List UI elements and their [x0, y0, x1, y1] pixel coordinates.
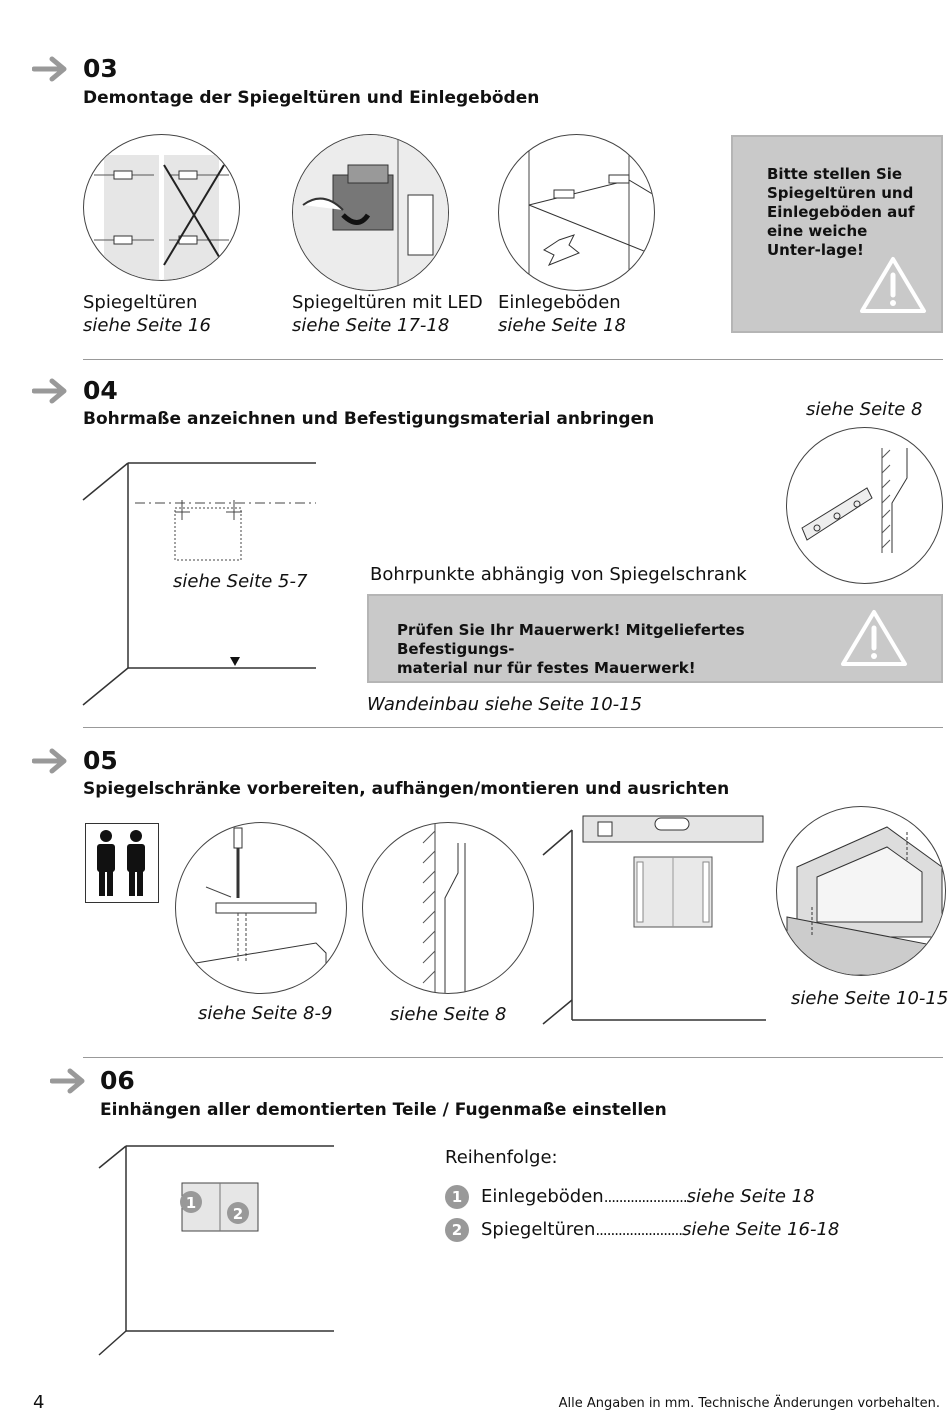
- arrow-right-icon: [32, 56, 70, 82]
- warning-text: Bitte stellen Sie Spiegeltüren und Einlegeböden auf eine weiche Unter-lage!: [767, 165, 915, 259]
- svg-text:2: 2: [232, 1205, 244, 1223]
- leader-dots: .......................: [595, 1221, 683, 1239]
- two-persons-icon: [85, 823, 159, 903]
- cabinet-alignment-drawing: [540, 810, 770, 1025]
- warning-triangle-icon: [858, 255, 928, 315]
- warning-line: Prüfen Sie Ihr Mauerwerk! Mitgeliefertes Befestigungs-: [397, 621, 745, 658]
- page-reference: siehe Seite 5-7: [173, 571, 308, 592]
- arrow-right-icon: [32, 748, 70, 774]
- warning-text: [397, 621, 827, 678]
- divider: [83, 359, 943, 360]
- cabinet-top-mounting-illustration: [175, 822, 347, 994]
- item-label: Spiegeltüren: [83, 292, 198, 313]
- page-reference: siehe Seite 8: [806, 399, 923, 420]
- led-door-hinge-illustration: [292, 134, 449, 291]
- section-title: Bohrmaße anzeichnen und Befestigungsmaterial anbringen: [83, 409, 655, 429]
- step-label: Einlegeböden: [481, 1186, 604, 1207]
- page-reference: siehe Seite 18: [498, 315, 626, 336]
- section-title: Spiegelschränke vorbereiten, aufhängen/montieren und ausrichten: [83, 779, 730, 799]
- order-step: [445, 1218, 839, 1242]
- footer-note: Alle Angaben in mm. Technische Änderungen vorbehalten.: [558, 1396, 940, 1411]
- section-number: 05: [83, 746, 118, 775]
- item-label: Einlegeböden: [498, 292, 621, 313]
- order-step: [445, 1185, 815, 1209]
- page-reference: siehe Seite 8-9: [198, 1003, 333, 1024]
- step-label: Spiegeltüren: [481, 1219, 596, 1240]
- page-reference: siehe Seite 8: [390, 1004, 507, 1025]
- page-reference: siehe Seite 17-18: [292, 315, 450, 336]
- divider: [83, 727, 943, 728]
- order-label: Reihenfolge:: [445, 1147, 558, 1168]
- page-reference: siehe Seite 16: [83, 315, 211, 336]
- arrow-right-icon: [50, 1068, 88, 1094]
- cabinet-position-drawing: [96, 1143, 338, 1363]
- page-reference: Wandeinbau siehe Seite 10-15: [367, 694, 643, 715]
- svg-text:1: 1: [185, 1194, 197, 1212]
- section-title: Demontage der Spiegeltüren und Einlegeböden: [83, 88, 540, 108]
- divider: [83, 1057, 943, 1058]
- wall-hook-illustration: [362, 822, 534, 994]
- warning-line: material nur für festes Mauerwerk!: [397, 659, 696, 677]
- item-label: Spiegeltüren mit LED: [292, 292, 483, 313]
- shelves-illustration: [498, 134, 655, 291]
- drill-note: Bohrpunkte abhängig von Spiegelschrank: [370, 564, 747, 585]
- mounting-rail-illustration: [786, 427, 943, 584]
- wall-installation-illustration: [776, 806, 946, 976]
- mirror-doors-illustration: [83, 134, 240, 281]
- page-number: 4: [33, 1392, 45, 1413]
- arrow-right-icon: [32, 378, 70, 404]
- step-number-badge: 1: [445, 1185, 469, 1209]
- step-number-badge: 2: [445, 1218, 469, 1242]
- warning-box: [731, 135, 943, 333]
- page-reference: siehe Seite 10-15: [791, 988, 949, 1009]
- section-number: 03: [83, 54, 118, 83]
- section-number: 06: [100, 1066, 135, 1095]
- leader-dots: ......................: [603, 1188, 687, 1206]
- page-reference: siehe Seite 16-18: [682, 1219, 840, 1240]
- section-number: 04: [83, 376, 118, 405]
- section-title: Einhängen aller demontierten Teile / Fugenmaße einstellen: [100, 1100, 667, 1120]
- warning-triangle-icon: [839, 608, 909, 668]
- page-reference: siehe Seite 18: [686, 1186, 815, 1207]
- warning-box: [367, 594, 943, 683]
